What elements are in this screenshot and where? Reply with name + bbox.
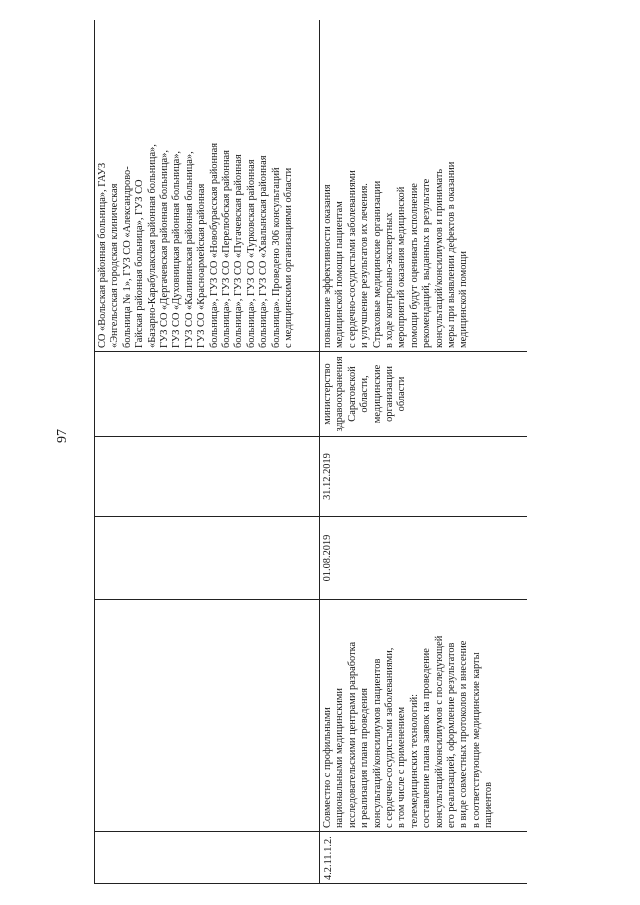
end-date-cell [320,437,528,517]
activity-line: национальными медицинскими [334,688,346,828]
activity-line: в том числе с применением [396,706,408,828]
end-date-cell [95,437,320,517]
activity-line: и реализация плана проведения [359,688,371,828]
result-line: ГУЗ СО «Духовницкая районная больница», [171,150,183,348]
activity-line: пациентов [483,782,495,828]
responsible-cell [320,352,528,437]
result-line: с сердечно-сосудистыми заболеваниями [346,170,358,348]
result-line: больница № 1», ГУЗ СО «Александрово- [121,166,133,348]
responsible-line: здравоохранения [334,356,346,432]
result-line: больница», ГУЗ СО «Турковская районная [245,159,257,348]
item-number: 4.2.11.1.2. [323,836,334,880]
activity-line: его реализацией, оформление результатов [446,642,458,828]
start-date-cell [320,517,528,600]
responsible-line: министерство [322,363,333,425]
result-line: ГУЗ СО «Калининская районная больница», [183,151,195,348]
page-number: 97 [55,429,70,443]
result-line: больница», ГУЗ СО «Пугачевская районная [233,154,245,348]
responsible-line: Саратовской [346,366,358,422]
result-cell [95,20,320,352]
table-row [320,20,528,884]
rotated-page [94,20,527,884]
activity-line: консультаций/консилиумов пациентов [371,658,383,828]
result-line: Страховые медицинские организации [371,180,383,348]
result-line: «Базарно-Карабулакская районная больница», [146,144,158,348]
start-date: 01.08.2019 [322,534,333,582]
responsible-line: области, [359,375,371,413]
activity-line: Совместно с профильными [322,707,333,828]
activity-cell [95,600,320,832]
result-line: меры при выявлении дефектов в оказании [446,161,458,348]
activity-line: составление плана заявок на проведение [421,648,433,828]
activity-line: телемедицинских технологий: [408,693,420,828]
number-cell [95,832,320,884]
result-line: медицинской помощи пациентам [334,201,346,348]
responsible-line: организации [384,366,396,422]
result-line: ГУЗ СО «Дергачевская районная больница», [159,150,171,348]
table-row [95,20,320,884]
result-line: «Энгельсская городская клиническая [109,183,121,348]
result-line: помощи будут оценивать исполнение [408,183,420,348]
result-line: в ходе контрольно-экспертных [384,212,396,348]
result-line: ГУЗ СО «Красноармейская районная [196,183,208,348]
responsible-cell [95,352,320,437]
responsible-line: медицинские [371,364,383,424]
result-line: с медицинскими организациями области [283,167,295,348]
plan-table [94,20,527,884]
result-line: СО «Вольская районная больница», ГАУЗ [97,162,108,348]
end-date: 31.12.2019 [322,453,333,500]
activity-line: с сердечно-сосудистыми заболеваниями, [384,647,396,828]
activity-line: консультаций/консилиумов с последующей [433,635,445,828]
rotated-content [94,20,527,884]
result-line: больница», ГУЗ СО «Новобурасская районная [208,142,220,348]
result-line: больница». Проведено 306 консультаций [270,167,282,348]
result-line: и улучшение результатов их лечения. [359,183,371,348]
result-line: Гайская районная больница», ГУЗ СО [134,179,146,348]
result-line: повышение эффективности оказания [322,184,333,348]
result-line: медицинской помощи [458,251,470,348]
activity-line: исследовательскими центрами разработка [346,641,358,828]
activity-line: в соответствующие медицинские карты [470,652,482,828]
result-line: больница», ГУЗ СО «Перелюбская районная [221,150,233,348]
result-line: больница», ГУЗ СО «Хвалынская районная [258,155,270,348]
activity-cell [320,600,528,832]
result-cell [320,20,528,352]
start-date-cell [95,517,320,600]
number-cell [320,832,528,884]
activity-line: в виде совместных протоколов и внесение [458,640,470,828]
result-line: консультаций/консилиумов и принимать [433,168,445,348]
result-line: мероприятий оказания медицинской [396,186,408,348]
responsible-line: области [396,376,408,412]
result-line: рекомендаций, выданных в результате [421,178,433,348]
